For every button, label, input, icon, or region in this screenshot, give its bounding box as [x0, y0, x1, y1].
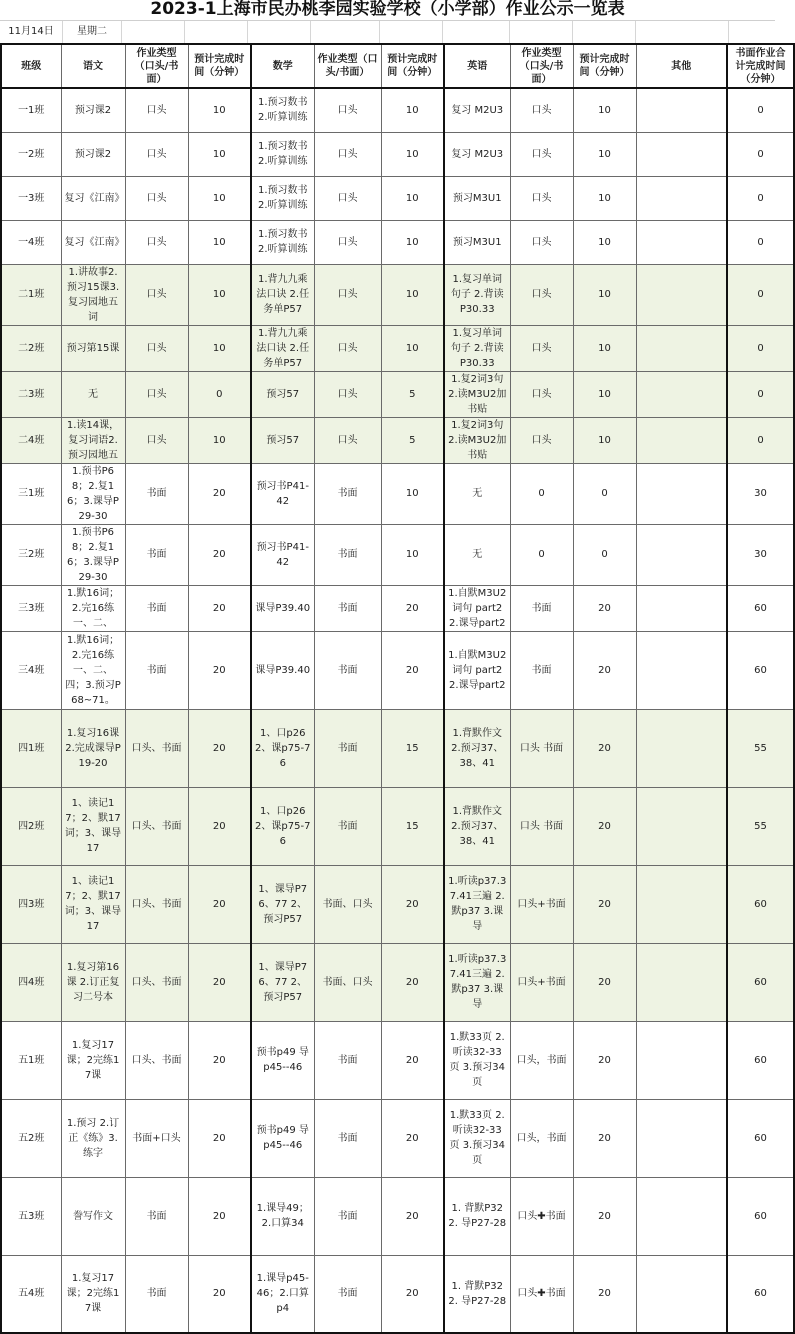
table-cell: 书面: [125, 585, 188, 631]
class-name-cell: 五4班: [1, 1255, 61, 1333]
table-row: [1, 709, 794, 787]
table-cell: [636, 463, 727, 524]
table-cell: 1、课导P76、77 2、预习P57: [251, 865, 314, 943]
class-name-cell: 一1班: [1, 88, 61, 132]
class-name-cell: 一3班: [1, 176, 61, 220]
table-cell: 20: [573, 943, 636, 1021]
table-cell: 10: [573, 132, 636, 176]
table-cell: 1.讲故事2.预习15课3.复习园地五 词: [61, 264, 125, 325]
table-cell: 20: [573, 787, 636, 865]
table-cell: [636, 524, 727, 585]
table-cell: 口头、书面: [125, 1021, 188, 1099]
table-cell: 10: [381, 325, 444, 371]
table-cell: 口头: [125, 220, 188, 264]
table-cell: 无: [444, 463, 510, 524]
table-cell: 10: [573, 264, 636, 325]
header-cell: 作业类型（口头/书面）: [510, 44, 573, 88]
table-cell: 1.课导49；2.口算34: [251, 1177, 314, 1255]
table-cell: 口头: [510, 176, 573, 220]
class-name-cell: 二2班: [1, 325, 61, 371]
table-cell: 60: [727, 943, 794, 1021]
table-cell: 口头: [125, 88, 188, 132]
table-cell: [636, 264, 727, 325]
table-row: [1, 417, 794, 463]
table-cell: 10: [381, 176, 444, 220]
class-name-cell: 二4班: [1, 417, 61, 463]
table-cell: 20: [188, 1099, 251, 1177]
table-cell: 复习 M2U3: [444, 88, 510, 132]
table-cell: 10: [381, 264, 444, 325]
class-name-cell: 三1班: [1, 463, 61, 524]
table-cell: 口头: [314, 176, 381, 220]
table-cell: 0: [727, 132, 794, 176]
table-row: [1, 943, 794, 1021]
table-cell: 20: [573, 1099, 636, 1177]
class-name-cell: 一4班: [1, 220, 61, 264]
weekday-label: 星期二: [63, 21, 122, 43]
table-cell: 口头: [510, 325, 573, 371]
table-cell: 口头: [510, 371, 573, 417]
table-cell: 口头，书面: [510, 1021, 573, 1099]
table-cell: 60: [727, 585, 794, 631]
table-cell: 口头: [314, 417, 381, 463]
table-cell: 20: [381, 1177, 444, 1255]
table-cell: 20: [381, 1099, 444, 1177]
table-cell: 课导P39.40: [251, 631, 314, 709]
table-cell: 15: [381, 709, 444, 787]
table-cell: 书面: [314, 1255, 381, 1333]
table-cell: 1.默33页 2.听读32-33页 3.预习34页: [444, 1021, 510, 1099]
table-cell: 口头: [314, 371, 381, 417]
table-row: [1, 631, 794, 709]
table-cell: 预书p49 导p45--46: [251, 1021, 314, 1099]
table-cell: [636, 220, 727, 264]
table-cell: 口头+书面: [510, 865, 573, 943]
table-cell: 20: [573, 1177, 636, 1255]
table-cell: 口头+书面: [510, 943, 573, 1021]
table-cell: 1.预习数书 2.听算训练: [251, 132, 314, 176]
header-row: [1, 44, 794, 88]
class-name-cell: 三4班: [1, 631, 61, 709]
table-cell: 30: [727, 463, 794, 524]
table-cell: 书面: [510, 631, 573, 709]
table-row: [1, 585, 794, 631]
table-cell: 0: [188, 371, 251, 417]
table-cell: 0: [510, 524, 573, 585]
class-name-cell: 三2班: [1, 524, 61, 585]
table-cell: 20: [381, 1255, 444, 1333]
table-cell: 预习M3U1: [444, 220, 510, 264]
table-cell: 0: [727, 417, 794, 463]
table-cell: 20: [188, 865, 251, 943]
table-cell: 10: [573, 88, 636, 132]
table-cell: [636, 585, 727, 631]
table-cell: 60: [727, 1021, 794, 1099]
header-cell: 语文: [61, 44, 125, 88]
table-cell: 0: [727, 88, 794, 132]
table-cell: 1、读记17；2、默17词；3、课导17: [61, 787, 125, 865]
table-cell: 口头、书面: [125, 943, 188, 1021]
table-cell: 20: [381, 865, 444, 943]
class-name-cell: 一2班: [1, 132, 61, 176]
table-cell: 1.默16词；2.完16练一、二、: [61, 585, 125, 631]
table-cell: 5: [381, 371, 444, 417]
table-cell: 1.预习数书 2.听算训练: [251, 88, 314, 132]
table-cell: 口头: [125, 417, 188, 463]
table-cell: 书面、口头: [314, 943, 381, 1021]
table-row: [1, 1099, 794, 1177]
table-cell: 0: [727, 371, 794, 417]
table-cell: 1.复2词3句 2.读M3U2加书贴: [444, 371, 510, 417]
table-cell: 20: [188, 709, 251, 787]
table-cell: 口头: [314, 220, 381, 264]
table-cell: [636, 1177, 727, 1255]
header-cell: 预计完成时间（分钟）: [188, 44, 251, 88]
table-cell: 10: [573, 220, 636, 264]
table-cell: 0: [727, 220, 794, 264]
table-cell: 1.听读p37.37.41三遍 2.默p37 3.课导: [444, 865, 510, 943]
table-cell: 口头✚书面: [510, 1255, 573, 1333]
table-cell: 20: [188, 787, 251, 865]
table-cell: 15: [381, 787, 444, 865]
table-cell: 口头: [125, 176, 188, 220]
table-cell: 预习课2: [61, 88, 125, 132]
table-cell: 口头: [314, 325, 381, 371]
table-cell: 10: [188, 325, 251, 371]
table-cell: 预习课2: [61, 132, 125, 176]
table-cell: 1.课导p45-46；2.口算p4: [251, 1255, 314, 1333]
table-cell: 预习57: [251, 371, 314, 417]
table-cell: [636, 943, 727, 1021]
table-row: [1, 371, 794, 417]
class-name-cell: 二3班: [1, 371, 61, 417]
table-cell: [636, 1021, 727, 1099]
table-cell: 预习M3U1: [444, 176, 510, 220]
table-cell: 誊写作文: [61, 1177, 125, 1255]
table-cell: 1.默16词；2.完16练一、二、四；3.预习P68~71。: [61, 631, 125, 709]
table-cell: 复习 M2U3: [444, 132, 510, 176]
table-cell: 1.背九九乘法口诀 2.任务单P57: [251, 264, 314, 325]
table-cell: 60: [727, 1255, 794, 1333]
table-cell: 1.听读p37.37.41三遍 2.默p37 3.课导: [444, 943, 510, 1021]
table-cell: 书面: [314, 709, 381, 787]
table-row: [1, 264, 794, 325]
table-cell: [636, 88, 727, 132]
table-row: [1, 1255, 794, 1333]
table-cell: 课导P39.40: [251, 585, 314, 631]
class-name-cell: 二1班: [1, 264, 61, 325]
table-row: [1, 1177, 794, 1255]
date-label: 11月14日: [0, 21, 63, 43]
table-cell: 1、口p26 2、课p75-76: [251, 787, 314, 865]
table-cell: 10: [573, 371, 636, 417]
table-cell: 口头: [125, 264, 188, 325]
table-cell: 20: [381, 943, 444, 1021]
table-cell: 口头 书面: [510, 709, 573, 787]
table-cell: 1.复习17课；2完练17课: [61, 1255, 125, 1333]
table-row: [1, 524, 794, 585]
table-cell: 口头: [510, 417, 573, 463]
table-cell: 1.预书P68；2.复16；3.课导P29-30: [61, 463, 125, 524]
table-cell: 0: [727, 264, 794, 325]
table-cell: 1.背九九乘法口诀 2.任务单P57: [251, 325, 314, 371]
table-cell: 20: [381, 585, 444, 631]
table-cell: 20: [573, 1021, 636, 1099]
table-cell: 书面: [125, 524, 188, 585]
table-cell: 20: [188, 463, 251, 524]
table-cell: 书面: [314, 585, 381, 631]
table-cell: 5: [381, 417, 444, 463]
header-cell: 作业类型（口头/书面）: [314, 44, 381, 88]
table-cell: 10: [573, 417, 636, 463]
table-row: [1, 1021, 794, 1099]
table-cell: 书面: [314, 787, 381, 865]
table-cell: 预习第15课: [61, 325, 125, 371]
table-cell: 1.自默M3U2词句 part2 2.课导part2: [444, 631, 510, 709]
table-cell: 1.复2词3句 2.读M3U2加书贴: [444, 417, 510, 463]
table-cell: 60: [727, 1099, 794, 1177]
table-cell: 1、读记17；2、默17词；3、课导17: [61, 865, 125, 943]
table-cell: 1.预习数书 2.听算训练: [251, 176, 314, 220]
table-cell: 口头、书面: [125, 865, 188, 943]
class-name-cell: 三3班: [1, 585, 61, 631]
table-cell: 书面: [314, 1099, 381, 1177]
table-cell: 20: [573, 631, 636, 709]
table-cell: 复习《江南》: [61, 176, 125, 220]
table-cell: 书面: [314, 524, 381, 585]
table-cell: 10: [188, 417, 251, 463]
page-title: 2023-1上海市民办桃李园实验学校（小学部）作业公示一览表: [150, 0, 625, 19]
date-row: [0, 20, 775, 44]
class-name-cell: 四3班: [1, 865, 61, 943]
table-cell: 10: [381, 524, 444, 585]
table-cell: 30: [727, 524, 794, 585]
table-cell: 1. 背默P32 2. 导P27-28: [444, 1255, 510, 1333]
table-cell: 口头✚书面: [510, 1177, 573, 1255]
table-cell: 1. 背默P32 2. 导P27-28: [444, 1177, 510, 1255]
table-cell: 10: [188, 88, 251, 132]
table-cell: [636, 865, 727, 943]
table-cell: [636, 325, 727, 371]
table-cell: 书面: [125, 1255, 188, 1333]
table-cell: 20: [188, 943, 251, 1021]
header-cell: 作业类型（口头/书面）: [125, 44, 188, 88]
table-cell: 0: [727, 176, 794, 220]
table-cell: 口头，书面: [510, 1099, 573, 1177]
table-cell: 0: [727, 325, 794, 371]
class-name-cell: 五3班: [1, 1177, 61, 1255]
table-cell: 20: [573, 709, 636, 787]
table-cell: 1.预习 2.订正《练》3.练字: [61, 1099, 125, 1177]
table-cell: 10: [381, 463, 444, 524]
table-cell: 1.背默作文 2.预习37、38、41: [444, 787, 510, 865]
table-cell: 口头: [314, 264, 381, 325]
class-name-cell: 四1班: [1, 709, 61, 787]
table-cell: 口头: [314, 132, 381, 176]
table-cell: 预习57: [251, 417, 314, 463]
table-cell: 书面: [125, 463, 188, 524]
table-cell: 55: [727, 787, 794, 865]
header-cell: 班级: [1, 44, 61, 88]
table-cell: [636, 371, 727, 417]
table-cell: 无: [444, 524, 510, 585]
table-cell: 预习书P41-42: [251, 463, 314, 524]
table-cell: 口头: [125, 371, 188, 417]
table-cell: 20: [573, 1255, 636, 1333]
table-cell: [636, 132, 727, 176]
table-cell: 20: [381, 1021, 444, 1099]
table-row: [1, 463, 794, 524]
table-cell: 10: [381, 132, 444, 176]
table-cell: 1.复习第16课 2.订正复习二号本: [61, 943, 125, 1021]
table-cell: 10: [573, 325, 636, 371]
table-cell: 60: [727, 1177, 794, 1255]
table-cell: 1.复习17课；2完练17课: [61, 1021, 125, 1099]
table-cell: 1、口p26 2、课p75-76: [251, 709, 314, 787]
table-cell: 口头、书面: [125, 787, 188, 865]
table-cell: 书面: [125, 631, 188, 709]
table-cell: 20: [188, 1021, 251, 1099]
table-cell: 20: [188, 1177, 251, 1255]
table-cell: 口头: [314, 88, 381, 132]
header-cell: 其他: [636, 44, 727, 88]
table-cell: 无: [61, 371, 125, 417]
table-cell: 20: [381, 631, 444, 709]
table-row: [1, 787, 794, 865]
table-cell: [636, 1099, 727, 1177]
table-cell: 书面: [314, 631, 381, 709]
header-cell: 英语: [444, 44, 510, 88]
homework-table: [0, 43, 795, 1334]
table-cell: 20: [573, 865, 636, 943]
header-cell: 书面作业合计完成时间（分钟）: [727, 44, 794, 88]
class-name-cell: 五1班: [1, 1021, 61, 1099]
table-cell: [636, 709, 727, 787]
table-cell: 1.背默作文 2.预习37、38、41: [444, 709, 510, 787]
table-row: [1, 325, 794, 371]
table-cell: 10: [573, 176, 636, 220]
header-cell: 预计完成时间（分钟）: [381, 44, 444, 88]
table-cell: 1.复习单词句子 2.背读P30.33: [444, 325, 510, 371]
table-cell: 20: [188, 585, 251, 631]
table-cell: 口头: [510, 132, 573, 176]
table-row: [1, 176, 794, 220]
table-cell: 10: [188, 220, 251, 264]
class-name-cell: 四2班: [1, 787, 61, 865]
table-cell: 10: [381, 220, 444, 264]
table-cell: 口头: [510, 264, 573, 325]
table-row: [1, 132, 794, 176]
table-cell: 10: [188, 176, 251, 220]
table-cell: 书面: [510, 585, 573, 631]
table-cell: 60: [727, 865, 794, 943]
table-row: [1, 865, 794, 943]
table-cell: 10: [381, 88, 444, 132]
header-cell: 预计完成时间（分钟）: [573, 44, 636, 88]
table-cell: 1.复习16课 2.完成课导P19-20: [61, 709, 125, 787]
table-cell: 20: [573, 585, 636, 631]
table-cell: 20: [188, 524, 251, 585]
table-cell: 口头: [510, 88, 573, 132]
table-cell: [636, 787, 727, 865]
table-cell: 1.自默M3U2词句 part2 2.课导part2: [444, 585, 510, 631]
class-name-cell: 四4班: [1, 943, 61, 1021]
table-cell: 书面: [314, 1021, 381, 1099]
class-name-cell: 五2班: [1, 1099, 61, 1177]
table-cell: 55: [727, 709, 794, 787]
table-cell: 书面: [314, 1177, 381, 1255]
table-cell: 书面: [314, 463, 381, 524]
table-cell: 1.默33页 2.听读32-33页 3.预习34页: [444, 1099, 510, 1177]
table-cell: 0: [510, 463, 573, 524]
table-cell: 口头: [510, 220, 573, 264]
table-cell: 20: [188, 631, 251, 709]
table-cell: 口头: [125, 132, 188, 176]
table-cell: 0: [573, 463, 636, 524]
table-cell: 书面: [125, 1177, 188, 1255]
table-row: [1, 88, 794, 132]
header-cell: 数学: [251, 44, 314, 88]
table-row: [1, 220, 794, 264]
table-cell: 10: [188, 264, 251, 325]
table-cell: 口头: [125, 325, 188, 371]
table-cell: [636, 1255, 727, 1333]
table-cell: 0: [573, 524, 636, 585]
table-cell: 1.复习单词句子 2.背读P30.33: [444, 264, 510, 325]
table-cell: 1、课导P76、77 2、预习P57: [251, 943, 314, 1021]
table-cell: 书面+口头: [125, 1099, 188, 1177]
table-cell: 10: [188, 132, 251, 176]
table-cell: [636, 631, 727, 709]
table-cell: 书面、口头: [314, 865, 381, 943]
table-cell: 20: [188, 1255, 251, 1333]
table-cell: [636, 176, 727, 220]
table-cell: 60: [727, 631, 794, 709]
table-cell: [636, 417, 727, 463]
table-cell: 1.预习数书 2.听算训练: [251, 220, 314, 264]
table-cell: 预习书P41-42: [251, 524, 314, 585]
table-cell: 预书p49 导p45--46: [251, 1099, 314, 1177]
table-cell: 口头 书面: [510, 787, 573, 865]
table-cell: 1.读14课，复习词语2.预习园地五: [61, 417, 125, 463]
table-cell: 复习《江南》: [61, 220, 125, 264]
table-cell: 口头、书面: [125, 709, 188, 787]
table-cell: 1.预书P68；2.复16；3.课导P29-30: [61, 524, 125, 585]
